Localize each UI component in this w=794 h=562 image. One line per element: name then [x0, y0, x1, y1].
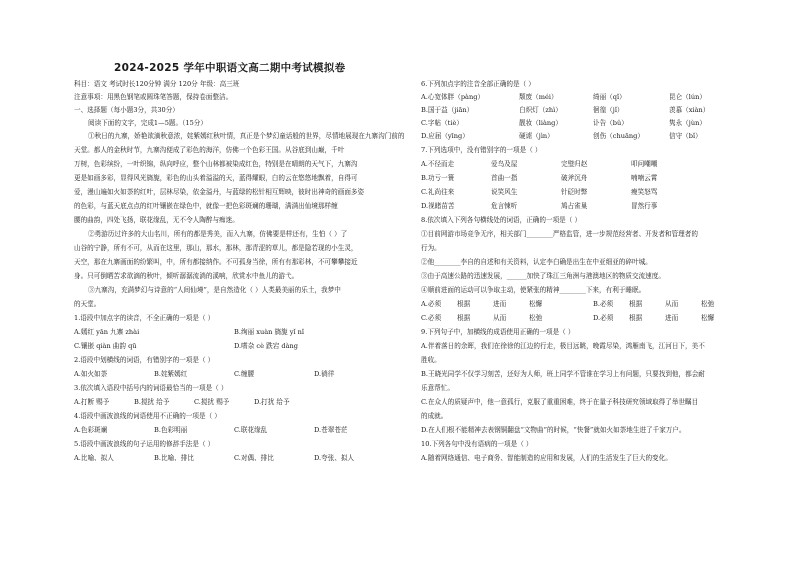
para2-line: 身。只可倒晒苦求欲滴的秋叶，倾听潺潺流淌的溪响，欣赏水中鱼儿的游弋。 — [74, 272, 299, 280]
question-9: 9.下列句子中，加横线的成语使用正确的一项是（ ） — [421, 328, 575, 336]
q1-option: A.嫣红 yān 九寨 zhài — [74, 328, 140, 336]
para1-line: 天堂。都人的金秋时节，九寨沟便成了彩色的海洋，仿佛一个色彩王国。从谷底到山巅，千叶 — [74, 146, 345, 154]
q8-option: B.必须 — [593, 300, 614, 308]
q7-option: 鸠占雀巢 — [561, 202, 588, 210]
q6-option: 讣告（bǔ） — [593, 119, 628, 127]
q9-option: 胜收。 — [421, 356, 441, 364]
q6-option: 创伤（chuāng） — [593, 132, 644, 140]
q4-option: C.联花缘乱 — [234, 426, 268, 434]
q8-sentence: ①目前网游市场竞争无序，相关部门________严格监管，进一步规范经营者、开发者和管理者的 — [421, 230, 698, 238]
q9-option: A.伴着落日的余晖，我们在徐徐的江边的行走，极目远眺，晚霞尽染，鸿雁南飞，江河日下，美不 — [421, 342, 705, 350]
q2-option: C.缠腰 — [234, 370, 255, 378]
q7-option: 危言悚听 — [491, 202, 518, 210]
q8-option: 松弛 — [529, 314, 543, 322]
q2-option: B.姹紫嫣红 — [154, 370, 188, 378]
q6-option: 隽永（jùn） — [669, 119, 706, 127]
question-2: 2.语段中划横线的词语，有错别字的一项是（ ） — [74, 356, 215, 364]
q9-option: 乐意帮忙。 — [421, 384, 454, 392]
para1-line: 腰的曲韵，四处飞扬，联花缘乱，无不令人陶醉与痴迷。 — [74, 216, 239, 224]
reading-instruction: 阅读下面的文字，完成1—5题。（15分） — [88, 119, 207, 127]
q1-option: C.镶嵌 qiàn 曲韵 qū — [74, 342, 137, 350]
q9-option: B.王晓光同学不仅学习刻苦，还好为人师，班上同学不管谁在学习上有问题，只要找到他，都会耐 — [421, 370, 705, 378]
q4-option: A.色彩斑斓 — [74, 426, 108, 434]
q5-option: C.对偶、排比 — [234, 454, 274, 462]
q8-option: 松懈 — [701, 314, 715, 322]
q5-option: B.比喻、排比 — [154, 454, 194, 462]
q7-option: C.礼尚往来 — [421, 188, 455, 196]
q6-option: 靓妆（liàng） — [519, 119, 562, 127]
question-8: 8.依次填入下列各句横线处的词语，正确的一项是（ ） — [421, 216, 582, 224]
q7-option: 完璧归赵 — [561, 160, 588, 168]
q3-option: D.打扰 给予 — [254, 398, 290, 406]
question-5: 5.语段中画波浪线的句子运用的修辞手法是（ ） — [74, 440, 215, 448]
q6-option: 信守（bǐ） — [669, 132, 702, 140]
q6-option: 羡慕（xiàn） — [669, 106, 710, 114]
q8-option: 进而 — [493, 300, 507, 308]
q6-option: D.应届（yīng） — [421, 132, 469, 140]
q7-option: 爱鸟及屋 — [491, 160, 518, 168]
q6-option: 徊徨（jǐ） — [593, 106, 624, 114]
q7-option: D.视睹苗苦 — [421, 202, 455, 210]
q6-option: 昆仑（lún） — [669, 93, 706, 101]
q6-option: 绮丽（qǐ） — [593, 93, 626, 101]
q5-option: D.夸张、拟人 — [314, 454, 355, 462]
para3-line: ③九寨沟，充满梦幻与诗意的“人间仙境”，是自然造化（ ）人类最美丽的乐土，我梦中 — [88, 286, 341, 294]
q2-option: D.徜徉 — [314, 370, 335, 378]
para1-line: 更是如画多彩，显得风光旖旎，彩色的山头着溢溢的天，蓝得耀眼，白的云在悠悠地飘着，自得可 — [74, 174, 358, 182]
q7-option: 针砭时弊 — [561, 188, 588, 196]
para2-line: 天空，那在九寨画面的纷繁叫，中，所有都接纳作。不可孤身当徐，所有有那彩林，不可攀攀接近 — [74, 258, 358, 266]
question-6: 6.下列加点字的注音全部正确的是（ ） — [421, 80, 535, 88]
q8-sentence: 行为。 — [421, 244, 441, 252]
q1-option: D.嗜杂 cè 跌宕 dàng — [234, 342, 299, 350]
q6-option: C.字帖（tiè） — [421, 119, 463, 127]
q4-option: D.苍翠苍茫 — [314, 426, 348, 434]
q6-option: 颓废（méi） — [519, 93, 558, 101]
q9-option: 的成就。 — [421, 412, 448, 420]
q3-option: C.搅扰 赐予 — [194, 398, 230, 406]
question-3: 3.依次填入语段中括号内的词语最恰当的一项是（ ） — [74, 384, 228, 392]
q7-option: 冒然行事 — [631, 202, 658, 210]
q6-option: A.心宽体胖（pàng） — [421, 93, 485, 101]
q8-sentence: ②他________李自的自述和有关资料，认定李白确是出生在中亚细亚的碎叶城。 — [421, 258, 652, 266]
section-heading: 一、选择题（每小题3分，共30分） — [74, 106, 179, 114]
q7-option: B.功亏一篑 — [421, 174, 455, 182]
para1-line: 的色彩，与蓝天底点点的红叶镶嵌在绿色中，就像一把色彩斑斓的珊瑚，满满出仙境那样缠 — [74, 202, 338, 210]
q7-option: 说笑风生 — [491, 188, 518, 196]
q8-option: 进而 — [665, 314, 679, 322]
q8-option: 从而 — [493, 314, 507, 322]
para2-line: ②勇游历过许多的大山名川，所有的都是秀美，而入九寨，仿佛要是样还有，生怕（ ）了 — [88, 230, 348, 238]
q9-option: D.在人们根不能精神去表钢铜翻盘“文物曲”的时候，“快餐”就如火如荼地生进了千家万户。 — [421, 426, 686, 434]
q8-option: D.必须 — [593, 314, 614, 322]
q3-option: B.搅扰 给予 — [134, 398, 170, 406]
info-line: 科目：语文 考试时长120分钟 满分 120分 年级：高三班 — [74, 80, 240, 88]
q8-option: C.必须 — [421, 314, 442, 322]
para3-line: 的天堂。 — [74, 300, 101, 308]
q8-option: 根据 — [457, 300, 471, 308]
q8-option: 从而 — [665, 300, 679, 308]
q6-option: 硬谑（jìn） — [519, 132, 554, 140]
q7-option: 首曲一指 — [491, 174, 518, 182]
q6-option: B.国于益（jiān） — [421, 106, 474, 114]
q8-option: A.必须 — [421, 300, 442, 308]
q7-option: 破斧沉舟 — [561, 174, 588, 182]
q8-option: 根据 — [629, 314, 643, 322]
q4-option: B.色彩明丽 — [154, 426, 188, 434]
question-7: 7.下列选项中，没有错别字的一项是（ ） — [421, 146, 542, 154]
q8-sentence: ③由于高速公路的迅速发展，______加快了珠江三角洲与港澳地区的物质交流速度。 — [421, 272, 665, 280]
q7-option: A.不径而走 — [421, 160, 455, 168]
q8-sentence: ④顺前进面的运动可以争取主动，使紧张的精神________下来，有利于睡眠。 — [421, 286, 646, 294]
question-4: 4.语段中画波浪线的词语使用不正确的一项是（ ） — [74, 412, 221, 420]
q9-option: C.在众人的质疑声中，他一意孤行，克服了重重困难，终于在量子科技研究领域取得了举世瞩目 — [421, 398, 699, 406]
question-10: 10.下列各句中没有语病的一项是（ ） — [421, 440, 533, 448]
question-1: 1.语段中加点字的读音，不全正确的一项是（ ） — [74, 314, 215, 322]
q5-option: A.比喻、拟人 — [74, 454, 114, 462]
q3-option: A.打断 赐予 — [74, 398, 110, 406]
q8-option: 松懈 — [529, 300, 543, 308]
q8-option: 根据 — [457, 314, 471, 322]
q6-option: 白炽灯（zhì） — [519, 106, 562, 114]
q7-option: 瘦笑怒骂 — [631, 188, 658, 196]
para2-line: 山谷的宁静，所有不可，从而在这里，那山，那水，那林，那青涩的草儿，都是隐若现的小生灵， — [74, 244, 358, 252]
q1-option: B.绚丽 xuàn 旖旎 yǐ nǐ — [234, 328, 305, 336]
q8-option: 松弛 — [701, 300, 715, 308]
q7-option: 喃喃云霄 — [631, 174, 658, 182]
q2-option: A.如火如荼 — [74, 370, 108, 378]
para1-line: ①秋日的九寨，娇艳欲滴秋意浓，姹紫嫣红秋叶情，真正是个梦幻童话般的世界，尽情地展现在九寨沟门前的 — [88, 132, 405, 140]
para1-line: 万树，色彩缤纷，一叶织锦，纵向呼应，整个山林都被染成红色，特别是在晴朗的天气下，九寨沟 — [74, 160, 358, 168]
q8-option: 根据 — [629, 300, 643, 308]
notice-line: 注意事项：用黑色钢笔或圆珠笔答题，保持卷面整洁。 — [74, 93, 233, 101]
para1-line: 爱，漫山遍如火如荼的红叶，层林尽染，依金溢丹，与蓝绿的松针相互辉映，彼时出神奇的画面多姿 — [74, 188, 365, 196]
q10-option: A.随着网络通信、电子商务、智能制造的应用和发展，人们的生活发生了巨大的变化。 — [421, 454, 672, 462]
q7-option: 叩问嘲嘲 — [631, 160, 658, 168]
page-title: 2024-2025 学年中职语文高二期中考试模拟卷 — [114, 62, 346, 74]
